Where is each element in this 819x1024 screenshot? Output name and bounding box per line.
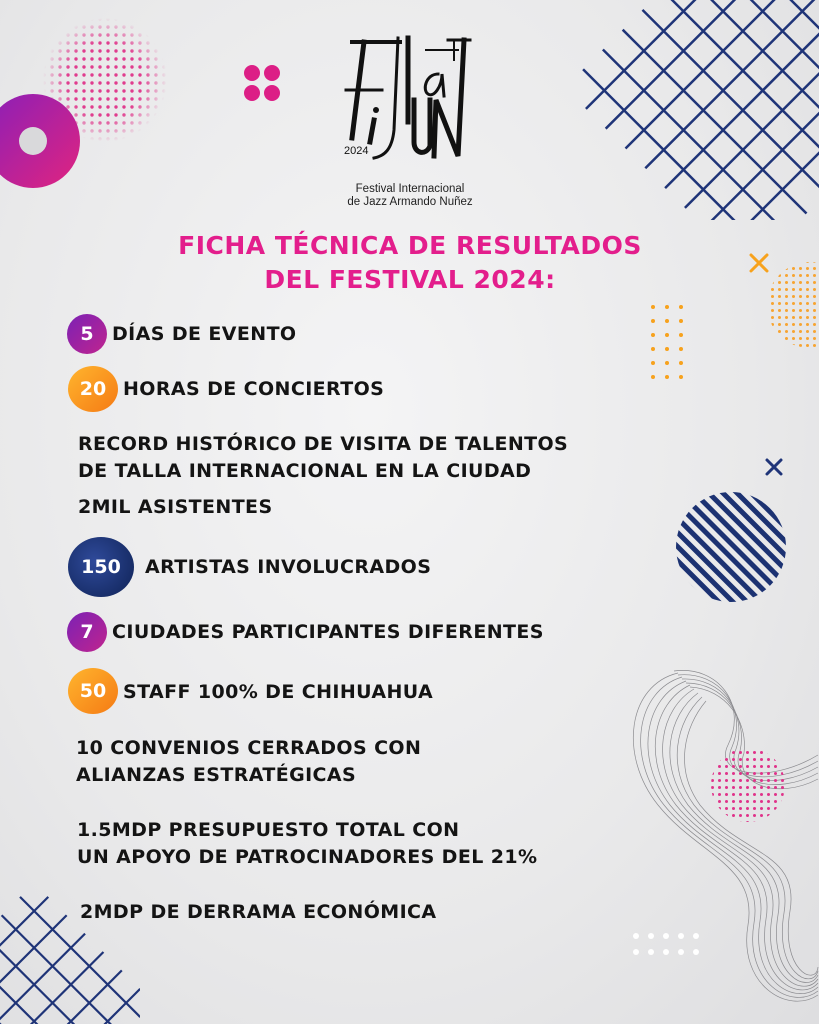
dot-grid-pattern bbox=[630, 930, 706, 960]
caption-line-2: de Jazz Armando Nuñez bbox=[347, 196, 473, 208]
cross-icon bbox=[764, 457, 784, 477]
stat-text: HORAS DE CONCIERTOS bbox=[123, 378, 385, 400]
stat-badge: 7 bbox=[67, 612, 107, 652]
stat-text: DÍAS DE EVENTO bbox=[112, 323, 297, 345]
stat-text bbox=[77, 817, 537, 871]
stat-badge: 20 bbox=[68, 366, 118, 412]
stat-text bbox=[76, 735, 421, 789]
stat-badge: 5 bbox=[67, 314, 107, 354]
festival-logo bbox=[330, 30, 490, 215]
dot-grid-pattern bbox=[648, 302, 688, 384]
festival-caption bbox=[330, 183, 490, 209]
stat-text: 2MIL ASISTENTES bbox=[78, 496, 273, 518]
striped-circle-shape bbox=[674, 490, 788, 604]
fija-logo-mark bbox=[330, 30, 490, 180]
title-line-1: FICHA TÉCNICA DE RESULTADOS bbox=[178, 231, 642, 260]
caption-line-1: Festival Internacional bbox=[355, 183, 465, 195]
stat-text bbox=[78, 431, 568, 485]
stat-text-line-2: DE TALLA INTERNACIONAL EN LA CIUDAD bbox=[78, 460, 532, 482]
stat-text: 2MDP DE DERRAMA ECONÓMICA bbox=[80, 901, 437, 923]
stat-text-line-1: 10 CONVENIOS CERRADOS CON bbox=[76, 737, 422, 759]
stat-text: CIUDADES PARTICIPANTES DIFERENTES bbox=[112, 621, 544, 643]
page-title bbox=[60, 229, 760, 297]
stat-text: STAFF 100% DE CHIHUAHUA bbox=[123, 681, 434, 703]
stat-text-line-2: UN APOYO DE PATROCINADORES DEL 21% bbox=[77, 846, 538, 868]
stat-text-line-1: 1.5MDP PRESUPUESTO TOTAL CON bbox=[77, 819, 460, 841]
four-dots-icon bbox=[241, 62, 285, 106]
wave-lines-shape bbox=[618, 665, 819, 1024]
logo-year: 2024 bbox=[344, 145, 369, 157]
ring-shape bbox=[0, 78, 100, 208]
stat-text: ARTISTAS INVOLUCRADOS bbox=[145, 556, 432, 578]
stat-badge: 50 bbox=[68, 668, 118, 714]
grid-pattern bbox=[560, 0, 819, 220]
stat-badge: 150 bbox=[68, 537, 134, 597]
title-line-2: DEL FESTIVAL 2024: bbox=[264, 265, 556, 294]
dotted-circle-pattern bbox=[762, 258, 819, 353]
stat-text-line-1: RECORD HISTÓRICO DE VISITA DE TALENTOS bbox=[78, 433, 569, 455]
stat-text-line-2: ALIANZAS ESTRATÉGICAS bbox=[76, 764, 357, 786]
